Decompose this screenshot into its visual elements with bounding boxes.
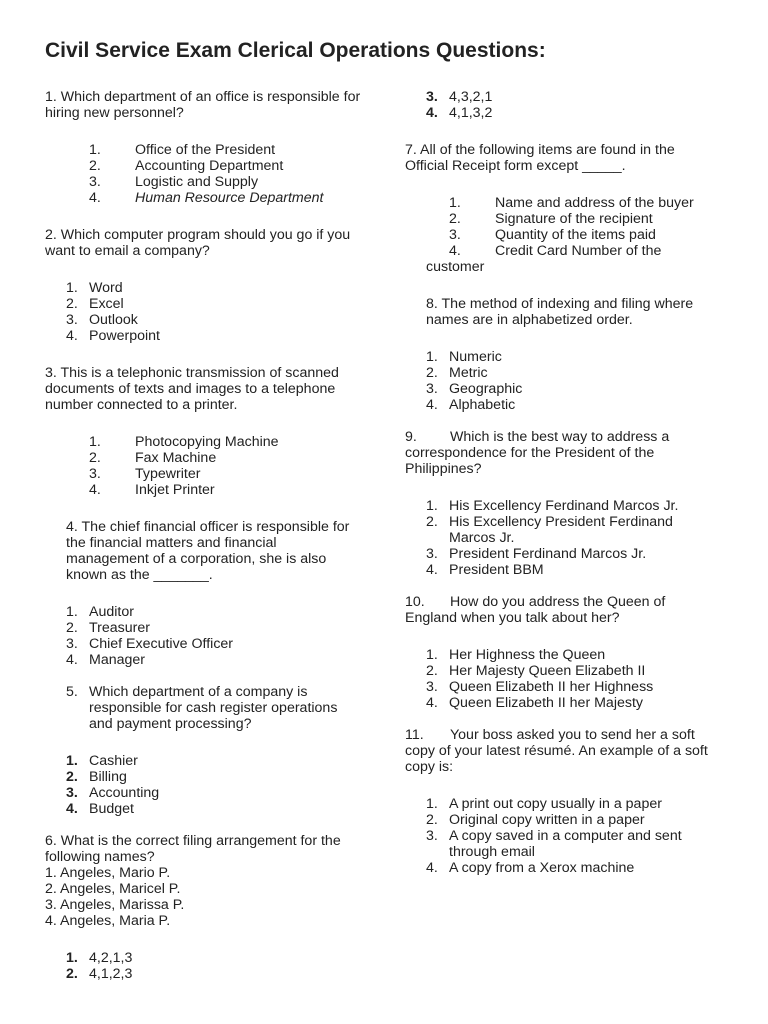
question-4: 4. The chief financial officer is responsible for the financial matters and financial management of a corporation, she is also known as the _______. [66, 519, 350, 583]
list-item: 1. Her Highness the Queen [426, 647, 606, 663]
question-3-options [45, 434, 375, 498]
list-item: 3. Accounting [66, 785, 160, 801]
list-item: 2. Signature of the recipient [449, 211, 653, 227]
list-item: 2. Excel [66, 296, 124, 312]
list-item: 1. Office of the President [89, 142, 276, 158]
question-8-options [405, 349, 725, 413]
list-item: 1. Cashier [66, 753, 138, 769]
list-item: 2. Her Majesty Queen Elizabeth II [426, 663, 646, 679]
list-item: 1. Numeric [426, 349, 502, 365]
question-7: 7. All of the following items are found in the Official Receipt form except _____. [405, 142, 675, 174]
list-item: 2. Accounting Department [89, 158, 284, 174]
question-2: 2. Which computer program should you go if you want to email a company? [45, 227, 351, 259]
question-9-options [405, 498, 696, 578]
list-item: 1. Name and address of the buyer [449, 195, 694, 211]
list-item: 4. Powerpoint [66, 328, 160, 344]
right-column [405, 89, 725, 876]
list-item: 4. 4,1,3,2 [426, 105, 493, 121]
list-item: 2. Original copy written in a paper [426, 812, 645, 828]
page-title: Civil Service Exam Clerical Operations Questions: [45, 39, 546, 62]
list-item: 1. 4,2,1,3 [66, 950, 133, 966]
question-2-options [45, 280, 375, 344]
question-7-option-4-wrap: customer [426, 259, 485, 275]
list-item: 2. 4,1,2,3 [66, 966, 133, 982]
list-item: 3. A copy saved in a computer and sent through email [426, 828, 682, 860]
question-10-options [405, 647, 725, 711]
list-item: 2. Fax Machine [89, 450, 217, 466]
list-item: 4. Angeles, Maria P. [45, 913, 171, 929]
list-item: 4. Inkjet Printer [89, 482, 215, 498]
question-3: 3. This is a telephonic transmission of scanned documents of texts and images to a telephone number connected to a printer. [45, 365, 339, 413]
list-item: 1. His Excellency Ferdinand Marcos Jr. [426, 498, 679, 514]
list-item: 4. Human Resource Department [89, 190, 324, 206]
list-item: 4. Alphabetic [426, 397, 516, 413]
list-item: 4. A copy from a Xerox machine [426, 860, 635, 876]
list-item: 4. Manager [66, 652, 145, 668]
list-item: 1. Photocopying Machine [89, 434, 279, 450]
list-item: 3. President Ferdinand Marcos Jr. [426, 546, 647, 562]
list-item: 2. His Excellency President Ferdinand Marcos Jr. [426, 514, 673, 546]
question-6-options [45, 950, 375, 982]
list-item: 2. Treasurer [66, 620, 150, 636]
question-8: 8. The method of indexing and filing where names are in alphabetized order. [426, 296, 694, 328]
list-item: 3. Queen Elizabeth II her Highness [426, 679, 654, 695]
list-item: 4. Credit Card Number of the [449, 243, 662, 259]
list-item: 3. Quantity of the items paid [449, 227, 656, 243]
list-item: 1. A print out copy usually in a paper [426, 796, 662, 812]
list-item: 3. Geographic [426, 381, 523, 397]
list-item: 4. Queen Elizabeth II her Majesty [426, 695, 643, 711]
list-item: 2. Billing [66, 769, 127, 785]
list-item: 4. Budget [66, 801, 134, 817]
question-1-options [45, 142, 375, 206]
list-item: 2. Metric [426, 365, 488, 381]
list-item: 3. Outlook [66, 312, 138, 328]
question-6-options-continued [405, 89, 725, 121]
question-5-options [45, 753, 375, 817]
question-5: 5. Which department of a company is responsible for cash register operations and payment processing? [66, 684, 338, 732]
list-item: 3. Angeles, Marissa P. [45, 897, 185, 913]
question-6: 6. What is the correct filing arrangement for the following names? [45, 833, 341, 865]
question-11: 11. Your boss asked you to send her a soft copy of your latest résumé. An example of a soft copy is: [405, 727, 708, 775]
list-item: 3. 4,3,2,1 [426, 89, 493, 105]
list-item: 3. Typewriter [89, 466, 201, 482]
left-column [45, 89, 375, 982]
list-item: 2. Angeles, Maricel P. [45, 881, 181, 897]
question-1: 1. Which department of an office is responsible for hiring new personnel? [45, 89, 361, 121]
list-item: 1. Auditor [66, 604, 134, 620]
list-item: 3. Chief Executive Officer [66, 636, 234, 652]
question-6-names [45, 865, 375, 929]
question-11-options [405, 796, 711, 876]
question-4-options [45, 604, 375, 668]
list-item: 1. Angeles, Mario P. [45, 865, 171, 881]
question-7-options [405, 195, 725, 259]
list-item: 1. Word [66, 280, 123, 296]
question-9: 9. Which is the best way to address a correspondence for the President of the Philippines? [405, 429, 670, 477]
list-item: 4. President BBM [426, 562, 544, 578]
list-item: 3. Logistic and Supply [89, 174, 259, 190]
question-10: 10. How do you address the Queen of England when you talk about her? [405, 594, 666, 626]
